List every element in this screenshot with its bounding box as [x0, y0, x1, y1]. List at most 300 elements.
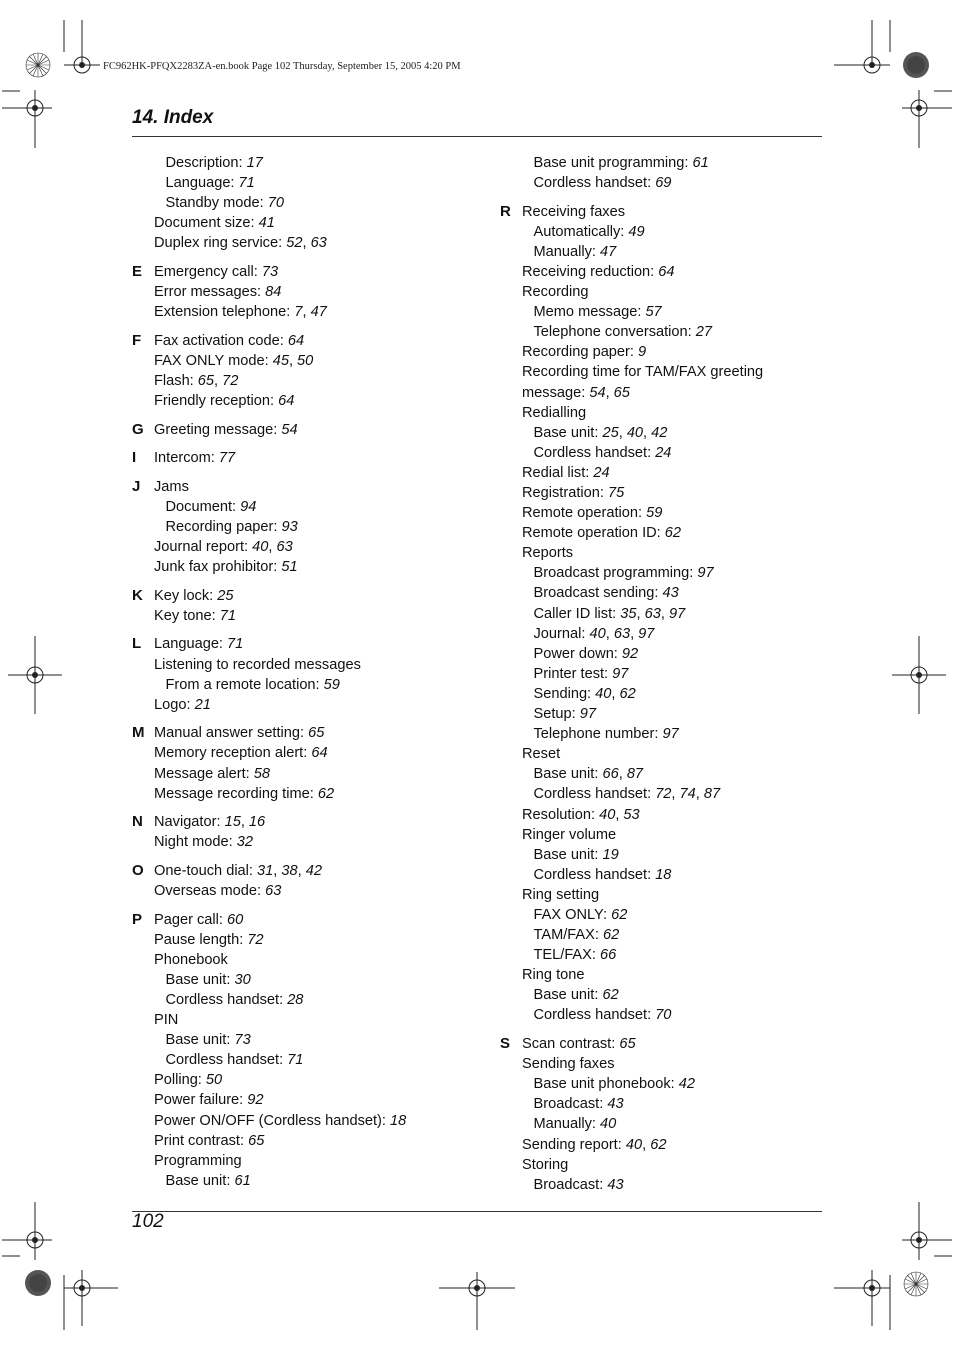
index-entry [500, 173, 820, 193]
index-term: Pause length: [154, 931, 248, 948]
index-term: Recording paper: [165, 519, 282, 535]
index-term: Scan contrast: [522, 1036, 620, 1053]
index-term: Error messages: [154, 284, 266, 301]
page-reference: 59 [323, 676, 340, 693]
index-group-l [132, 634, 482, 714]
index-term: Key lock: [154, 587, 218, 604]
index-entry [500, 1175, 820, 1195]
index-term: TEL/FAX: [533, 947, 601, 964]
page-reference: 61 [692, 155, 709, 171]
page-reference: 40 [252, 539, 269, 556]
index-entry: Journal: 40, 63, 97 [533, 625, 655, 642]
index-term: Base unit: [165, 1032, 235, 1049]
index-term: Jams [154, 478, 189, 495]
index-entry [500, 463, 820, 483]
page-reference: 16 [248, 814, 266, 831]
page-reference: 66 [600, 947, 617, 964]
page-reference: 72 [222, 372, 239, 389]
index-entry [132, 634, 482, 654]
index-entry: Duplex ring service: 52, 63 [154, 235, 327, 252]
index-entry [500, 845, 820, 865]
page-reference: 62 [317, 785, 335, 802]
page-reference: 49 [628, 223, 645, 240]
index-term: Sending report: [522, 1136, 626, 1153]
print-header: FC962HK-PFQX2283ZA-en.book Page 102 Thursday, September 15, 2005 4:20 PM [103, 61, 461, 72]
index-entry [132, 262, 482, 282]
index-entry [500, 925, 820, 945]
index-term: Flash: [154, 372, 198, 389]
page-reference: 97 [697, 565, 714, 582]
index-term: Recording time for TAM/FAX greeting [522, 364, 764, 381]
page-reference: 42 [651, 424, 668, 441]
page-reference: 73 [234, 1032, 251, 1049]
footer-rule [132, 1211, 822, 1212]
index-term: Storing [522, 1156, 569, 1173]
page-reference: 71 [287, 1052, 304, 1069]
index-entry [132, 1090, 482, 1110]
page-reference: 47 [600, 243, 617, 260]
page-reference: 63 [265, 883, 282, 899]
index-entry: Base unit: 25, 40, 42 [533, 424, 668, 441]
index-term: Emergency call: [154, 263, 262, 280]
index-term: Cordless handset: [533, 866, 656, 883]
index-letter: L [132, 635, 142, 653]
index-term: Overseas mode: [154, 883, 266, 899]
index-term: Redialling [522, 404, 587, 421]
page-reference: 64 [311, 745, 328, 762]
index-group-f [132, 331, 482, 411]
index-term: Base unit: [533, 846, 603, 863]
page-reference: 77 [218, 450, 236, 467]
index-entry [500, 503, 820, 523]
header-rule [132, 136, 822, 137]
page-reference: 64 [287, 332, 305, 349]
page-reference: 50 [205, 1072, 223, 1089]
index-group-continued [500, 153, 820, 193]
index-letter: J [132, 477, 141, 495]
index-letter: K [132, 586, 143, 604]
index-term: Ringer volume [522, 826, 617, 843]
section-title: 14. Index [132, 107, 214, 128]
index-entry [132, 606, 482, 626]
index-term: Programming [154, 1152, 242, 1169]
index-entry [500, 202, 820, 222]
index-term: Message recording time: [154, 785, 318, 802]
page-reference: 19 [602, 846, 619, 863]
page-reference: 63 [613, 625, 631, 642]
page-reference: 47 [310, 304, 327, 321]
index-entry [500, 1155, 820, 1175]
index-entry [500, 483, 820, 503]
page-reference: 70 [655, 1007, 672, 1024]
index-term: Intercom: [154, 450, 219, 467]
index-entry [500, 362, 820, 382]
index-term: Sending: [533, 685, 596, 702]
index-term: One-touch dial: [154, 862, 258, 879]
page-reference: 28 [287, 991, 304, 1008]
index-entry [132, 1131, 482, 1151]
registration-mark-mid-left-icon [0, 630, 70, 720]
index-entry [132, 477, 482, 497]
index-group-j [132, 477, 482, 577]
page-reference: 40 [626, 424, 644, 441]
page-reference: 32 [236, 834, 253, 851]
index-term: Cordless handset: [165, 991, 288, 1008]
index-entry [132, 881, 482, 901]
index-term: Memory reception alert: [154, 745, 312, 762]
page-reference: 61 [234, 1172, 251, 1189]
index-letter: S [500, 1035, 511, 1053]
index-entry [132, 1030, 482, 1050]
index-entry [132, 173, 482, 193]
page-reference: 59 [646, 505, 663, 522]
page-reference: 25 [217, 587, 234, 604]
index-term: Registration: [522, 485, 608, 501]
index-term: PIN [154, 1012, 179, 1029]
index-term: Cordless handset: [165, 1052, 288, 1069]
index-entry [500, 403, 820, 423]
index-term: Sending faxes [522, 1056, 615, 1073]
page-reference: 97 [579, 706, 596, 723]
index-letter: M [132, 724, 145, 742]
page-reference: 66 [602, 766, 619, 783]
index-term: Language: [165, 175, 239, 192]
page-reference: 50 [297, 352, 314, 369]
index-entry [132, 1010, 482, 1030]
index-term: Cordless handset: [533, 1007, 656, 1024]
index-entry [500, 965, 820, 985]
page-reference: 62 [664, 525, 682, 542]
index-term: Printer test: [533, 665, 613, 682]
index-entry: Journal report: 40, 63 [154, 539, 293, 556]
index-term: Extension telephone: [154, 304, 295, 321]
index-entry [500, 302, 820, 322]
index-term: Remote operation ID: [522, 525, 665, 542]
index-entry [132, 1050, 482, 1070]
index-entry [132, 448, 482, 468]
index-term: Cordless handset: [533, 786, 656, 803]
index-term: Telephone number: [533, 726, 663, 743]
page-reference: 30 [234, 971, 251, 988]
index-term: Fax activation code: [154, 332, 288, 349]
index-group-n [132, 812, 482, 852]
index-entry [132, 586, 482, 606]
index-entry [132, 695, 482, 715]
page-reference: 31 [257, 862, 274, 879]
index-column-right [500, 153, 820, 1195]
index-term: Polling: [154, 1072, 206, 1089]
index-term: Base unit phonebook: [533, 1076, 679, 1093]
index-term: Redial list: [522, 464, 594, 481]
index-entry [132, 557, 482, 577]
index-entry [132, 331, 482, 351]
index-entry [132, 743, 482, 763]
index-letter: E [132, 262, 143, 280]
index-term: Manually: [533, 1116, 601, 1133]
index-entry [132, 153, 482, 173]
index-entry: Base unit: 66, 87 [533, 766, 644, 783]
index-entry [500, 905, 820, 925]
page-reference: 54 [589, 384, 606, 401]
index-letter: O [132, 861, 144, 879]
index-group-k [132, 586, 482, 626]
index-letter: P [132, 910, 143, 928]
page-reference: 40 [600, 1116, 617, 1133]
index-term: Greeting message: [154, 421, 282, 438]
index-entry [500, 1034, 820, 1054]
index-entry [132, 213, 482, 233]
index-entry [500, 1094, 820, 1114]
index-entry: Resolution: 40, 53 [522, 806, 640, 823]
index-entry [132, 282, 482, 302]
registration-mark-bottom-right-icon [824, 1200, 954, 1351]
registration-mark-top-left-icon [0, 0, 130, 150]
index-entry: Extension telephone: 7, 47 [154, 304, 327, 321]
index-term: Recording [522, 284, 589, 301]
page-reference: 64 [658, 263, 675, 280]
index-entry: Sending report: 40, 62 [522, 1136, 667, 1153]
index-group-e [132, 262, 482, 322]
index-entry [132, 723, 482, 743]
index-entry [132, 832, 482, 852]
page-reference: 69 [655, 175, 672, 192]
index-term: Junk fax prohibitor: [154, 559, 282, 576]
index-term: Broadcast: [533, 1176, 608, 1193]
registration-mark-bottom-center-icon [437, 1270, 517, 1340]
index-entry [500, 443, 820, 463]
index-entry [500, 583, 820, 603]
index-term: Resolution: [522, 806, 600, 823]
page-reference: 21 [194, 696, 211, 713]
index-entry [500, 885, 820, 905]
index-term: Logo: [154, 696, 195, 713]
index-entry [132, 930, 482, 950]
index-group-r [500, 202, 820, 1026]
index-entry [500, 1114, 820, 1134]
page-reference: 18 [390, 1112, 407, 1129]
index-entry [132, 764, 482, 784]
index-entry [500, 342, 820, 362]
index-entry [132, 517, 482, 537]
page-reference: 58 [253, 765, 271, 782]
index-entry: FAX ONLY mode: 45, 50 [154, 352, 314, 369]
index-term: Power ON/OFF (Cordless handset): [154, 1112, 391, 1129]
index-entry [500, 262, 820, 282]
page-reference: 62 [602, 987, 619, 1004]
index-entry [132, 950, 482, 970]
page-reference: 92 [247, 1092, 264, 1109]
index-entry [132, 910, 482, 930]
index-term: Document size: [154, 215, 259, 232]
index-entry [500, 985, 820, 1005]
page-reference: 40 [599, 806, 616, 823]
page-reference: 60 [227, 911, 244, 928]
index-entry [500, 1054, 820, 1074]
index-term: Print contrast: [154, 1132, 249, 1149]
index-term: Phonebook [154, 951, 228, 968]
index-entry [132, 990, 482, 1010]
index-term: Telephone conversation: [533, 324, 696, 341]
page-reference: 65 [613, 384, 630, 401]
index-term: Duplex ring service: [154, 235, 287, 252]
page-reference: 97 [668, 605, 686, 622]
page-reference: 63 [644, 605, 661, 622]
index-entry [500, 664, 820, 684]
index-entry [500, 724, 820, 744]
index-group-i [132, 448, 482, 468]
page-reference: 25 [602, 424, 619, 441]
index-term: Base unit: [533, 987, 603, 1004]
page-reference: 87 [626, 766, 644, 783]
index-entry [132, 1111, 482, 1131]
page-reference: 43 [607, 1176, 624, 1193]
page-reference: 42 [305, 862, 322, 879]
index-entry: Flash: 65, 72 [154, 372, 239, 389]
index-entry [132, 391, 482, 411]
index-entry: Sending: 40, 62 [533, 685, 636, 702]
page-reference: 70 [267, 195, 284, 212]
page-reference: 65 [248, 1132, 265, 1149]
page-reference: 97 [638, 625, 655, 642]
index-entry [500, 563, 820, 583]
page-reference: 97 [662, 726, 679, 743]
index-term: Broadcast: [533, 1096, 608, 1113]
index-term: Ring setting [522, 886, 600, 903]
page-reference: 15 [224, 814, 241, 831]
index-term: Base unit: [533, 766, 603, 783]
index-letter: N [132, 813, 143, 831]
page-reference: 7 [294, 304, 303, 321]
index-entry [500, 242, 820, 262]
index-term: Document: [165, 498, 241, 515]
index-entry [132, 1070, 482, 1090]
index-entry [132, 1171, 482, 1191]
index-entry: Cordless handset: 72, 74, 87 [533, 786, 721, 803]
index-entry [132, 1151, 482, 1171]
index-entry [132, 497, 482, 517]
index-entry: One-touch dial: 31, 38, 42 [154, 862, 322, 879]
page-reference: 24 [593, 464, 610, 481]
page-reference: 72 [655, 786, 672, 803]
index-term: Power down: [533, 645, 622, 662]
page-reference: 43 [662, 585, 679, 602]
page-reference: 65 [308, 725, 325, 742]
index-letter: I [132, 449, 137, 467]
page-reference: 64 [278, 393, 295, 410]
index-term: Base unit: [165, 1172, 235, 1189]
index-term: Base unit: [165, 971, 235, 988]
index-term: Journal report: [154, 539, 253, 556]
index-term: Journal: [533, 625, 590, 642]
index-term: Manually: [533, 243, 601, 260]
index-entry [132, 193, 482, 213]
page-reference: 40 [595, 685, 612, 702]
page-reference: 63 [276, 539, 293, 556]
index-entry [500, 282, 820, 302]
index-term: Base unit: [533, 424, 603, 441]
index-entry: Caller ID list: 35, 63, 97 [533, 605, 686, 622]
registration-mark-mid-right-icon [884, 630, 954, 720]
page-reference: 42 [678, 1076, 695, 1093]
index-entry [500, 825, 820, 845]
index-term: Navigator: [154, 814, 225, 831]
index-column-left [132, 153, 482, 1191]
page-reference: 94 [240, 498, 257, 515]
index-term: Receiving faxes [522, 203, 626, 220]
page-reference: 92 [621, 645, 639, 662]
index-term: Reset [522, 746, 561, 763]
index-term: Caller ID list: [533, 605, 621, 622]
index-term: FAX ONLY: [533, 906, 612, 923]
page-reference: 87 [703, 786, 721, 803]
index-term: Remote operation: [522, 505, 647, 522]
page-reference: 65 [619, 1036, 636, 1053]
index-term: Ring tone [522, 967, 585, 984]
page-reference: 40 [589, 625, 606, 642]
page-reference: 63 [310, 235, 327, 252]
index-term: Friendly reception: [154, 393, 279, 410]
index-term: Power failure: [154, 1092, 248, 1109]
index-entry [132, 970, 482, 990]
index-term: Recording paper: [522, 344, 639, 361]
index-term: Message alert: [154, 765, 254, 782]
page-reference: 35 [620, 605, 637, 622]
index-entry [500, 222, 820, 242]
index-term: TAM/FAX: [533, 927, 603, 944]
index-group-s [500, 1034, 820, 1195]
index-term: Night mode: [154, 834, 237, 851]
index-entry [500, 322, 820, 342]
index-group-g [132, 420, 482, 440]
page-reference: 65 [197, 372, 215, 389]
page-reference: 40 [625, 1136, 643, 1153]
page-reference: 97 [612, 665, 629, 682]
index-entry [500, 704, 820, 724]
index-entry [500, 865, 820, 885]
index-group-p [132, 910, 482, 1191]
page-reference: 45 [272, 352, 289, 369]
index-term: Listening to recorded messages [154, 656, 361, 673]
page-reference: 54 [281, 421, 298, 438]
page-reference: 9 [638, 344, 647, 361]
index-entry [500, 1005, 820, 1025]
registration-mark-bottom-left-icon [0, 1200, 130, 1351]
page-reference: 53 [623, 806, 640, 823]
page-reference: 51 [281, 559, 298, 576]
page-reference: 62 [611, 906, 628, 923]
index-term: Cordless handset: [533, 175, 656, 192]
index-entry [500, 644, 820, 664]
page-reference: 72 [247, 931, 264, 948]
page-reference: 71 [227, 636, 244, 653]
index-entry [132, 655, 482, 675]
page-reference: 57 [645, 304, 662, 321]
index-letter: G [132, 420, 144, 438]
page-reference: 84 [265, 284, 282, 301]
index-term: Memo message: [533, 304, 646, 321]
page-reference: 71 [219, 607, 236, 624]
index-term: Reports [522, 545, 574, 562]
page-number: 102 [132, 1211, 164, 1232]
registration-mark-top-right-icon [824, 0, 954, 150]
index-term: Language: [154, 636, 228, 653]
page-reference: 41 [258, 215, 275, 232]
page-reference: 93 [281, 519, 298, 535]
index-entry: Navigator: 15, 16 [154, 814, 266, 831]
index-term: Setup: [533, 706, 580, 723]
index-term: Base unit programming: [533, 155, 693, 171]
page-reference: 52 [286, 235, 303, 252]
